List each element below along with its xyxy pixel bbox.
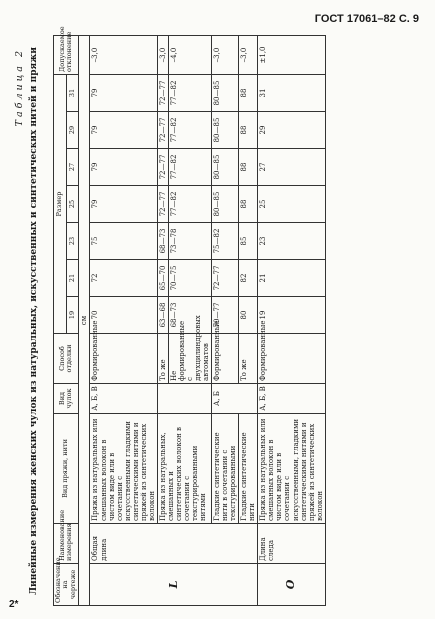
- unit-row: [79, 36, 90, 606]
- method-cell: Формированные: [258, 334, 325, 384]
- col-method: Способ отделки: [54, 334, 79, 384]
- value-cell: 80: [239, 297, 258, 334]
- value-cell: 72—77: [157, 75, 168, 112]
- value-cell: 75: [90, 223, 157, 260]
- value-cell: 77—82: [168, 149, 211, 186]
- value-cell: 68—73: [157, 223, 168, 260]
- value-cell: 63—68: [157, 297, 168, 334]
- table-row-smooth: [239, 36, 258, 606]
- measurements-table: [53, 26, 326, 606]
- size-header-19: 19: [66, 297, 79, 334]
- value-cell: 79: [90, 186, 157, 223]
- value-cell: 65—70: [157, 260, 168, 297]
- value-cell: 70: [90, 297, 157, 334]
- value-cell: 72—77: [157, 112, 168, 149]
- stocking-cell: А, Б: [212, 384, 258, 414]
- value-cell: 23: [258, 223, 325, 260]
- table-row-smooth-textured: [212, 36, 239, 606]
- value-cell: 27: [258, 149, 325, 186]
- value-cell: 25: [258, 186, 325, 223]
- value-cell: 82: [239, 260, 258, 297]
- measure-cell: Длина следа: [258, 524, 325, 564]
- size-header-31: 31: [66, 75, 79, 112]
- col-designation: Обозначение на чертеже: [54, 564, 79, 606]
- method-cell: Формированные: [90, 334, 157, 384]
- value-cell: 70—77: [212, 297, 239, 334]
- value-cell: 80—85: [212, 186, 239, 223]
- value-cell: 80—85: [212, 75, 239, 112]
- header-row-1: [54, 36, 67, 606]
- yarn-cell: Пряжа из натуральных или смешанных волокон в чистом виде или в сочетании с искусственными гладкими синтетическими нитями и пряжей из синтетических волокон: [90, 414, 157, 524]
- value-cell: 88: [239, 112, 258, 149]
- value-cell: 72—77: [157, 149, 168, 186]
- page-header: ГОСТ 17061–82 С. 9: [314, 13, 419, 25]
- value-cell: 31: [258, 75, 325, 112]
- table-row-L: [90, 36, 157, 606]
- value-cell: 72—77: [157, 186, 168, 223]
- col-measure: Наименование измерения: [54, 524, 79, 564]
- col-size-group: Размер: [54, 75, 67, 334]
- value-cell: 80—85: [212, 149, 239, 186]
- stocking-cell: А, Б, В: [258, 384, 325, 414]
- col-tolerance: Допускаемое отклонение: [54, 36, 79, 75]
- size-header-27: 27: [66, 149, 79, 186]
- col-stocking: Вид чулок: [54, 384, 79, 414]
- value-cell: 88: [239, 186, 258, 223]
- value-cell: 79: [90, 149, 157, 186]
- method-cell: Формированные: [212, 334, 239, 384]
- stocking-cell: А, Б, В: [90, 384, 157, 414]
- tolerance-cell: –3,0: [239, 36, 258, 75]
- table-row-O: [258, 36, 325, 606]
- size-header-21: 21: [66, 260, 79, 297]
- value-cell: 75—82: [212, 223, 239, 260]
- page-mark: 2*: [9, 599, 19, 610]
- value-cell: 68—73: [168, 297, 211, 334]
- method-cell: Не формированные с двухцилиндровых автоматов: [168, 334, 211, 384]
- measure-cell: Общая длина: [90, 524, 258, 564]
- value-cell: 88: [239, 149, 258, 186]
- value-cell: 72—77: [212, 260, 239, 297]
- yarn-cell: Пряжа из натуральных или смешанных волокон в чистом виде или в сочетании с искусственными, гладкими синтетическими нитями и пряжей из синтетических волокон: [258, 414, 325, 524]
- value-cell: 19: [258, 297, 325, 334]
- value-cell: 80—85: [212, 112, 239, 149]
- value-cell: 79: [90, 75, 157, 112]
- value-cell: 77—82: [168, 75, 211, 112]
- value-cell: 73—78: [168, 223, 211, 260]
- table-label: Таблица 2: [14, 48, 25, 127]
- value-cell: 72: [90, 260, 157, 297]
- size-header-29: 29: [66, 112, 79, 149]
- value-cell: 21: [258, 260, 325, 297]
- method-cell: То же: [157, 334, 168, 384]
- table-row-textured: [157, 36, 168, 606]
- yarn-cell: Гладкие синтетические нити: [239, 414, 258, 524]
- method-cell: То же: [239, 334, 258, 384]
- col-yarn: Вид пряжи, нити: [54, 414, 79, 524]
- yarn-cell: Пряжа из натуральных, смешанных и синтетических волокон в сочетании с текстурированными нитями: [157, 414, 211, 524]
- unit-cell: см: [79, 36, 90, 606]
- value-cell: 79: [90, 112, 157, 149]
- tolerance-cell: ±1,0: [258, 36, 325, 75]
- size-header-23: 23: [66, 223, 79, 260]
- stocking-cell: [157, 384, 211, 414]
- tolerance-cell: –3,0: [157, 36, 168, 75]
- designation-cell: L: [90, 564, 258, 606]
- table-title: Линейные измерения женских чулок из натуральных, искусственных и синтетических нитей и пряжи: [29, 47, 39, 595]
- value-cell: 88: [239, 75, 258, 112]
- value-cell: 70—75: [168, 260, 211, 297]
- value-cell: 85: [239, 223, 258, 260]
- rotated-table-area: [10, 26, 430, 606]
- value-cell: 77—82: [168, 112, 211, 149]
- tolerance-cell: –4,0: [168, 36, 211, 75]
- designation-cell: O: [258, 564, 325, 606]
- tolerance-cell: –3,0: [212, 36, 239, 75]
- value-cell: 29: [258, 112, 325, 149]
- yarn-cell: Гладкие синтетические нити в сочетании с текстурированными: [212, 414, 239, 524]
- size-header-25: 25: [66, 186, 79, 223]
- value-cell: 77—82: [168, 186, 211, 223]
- tolerance-cell: –3,0: [90, 36, 157, 75]
